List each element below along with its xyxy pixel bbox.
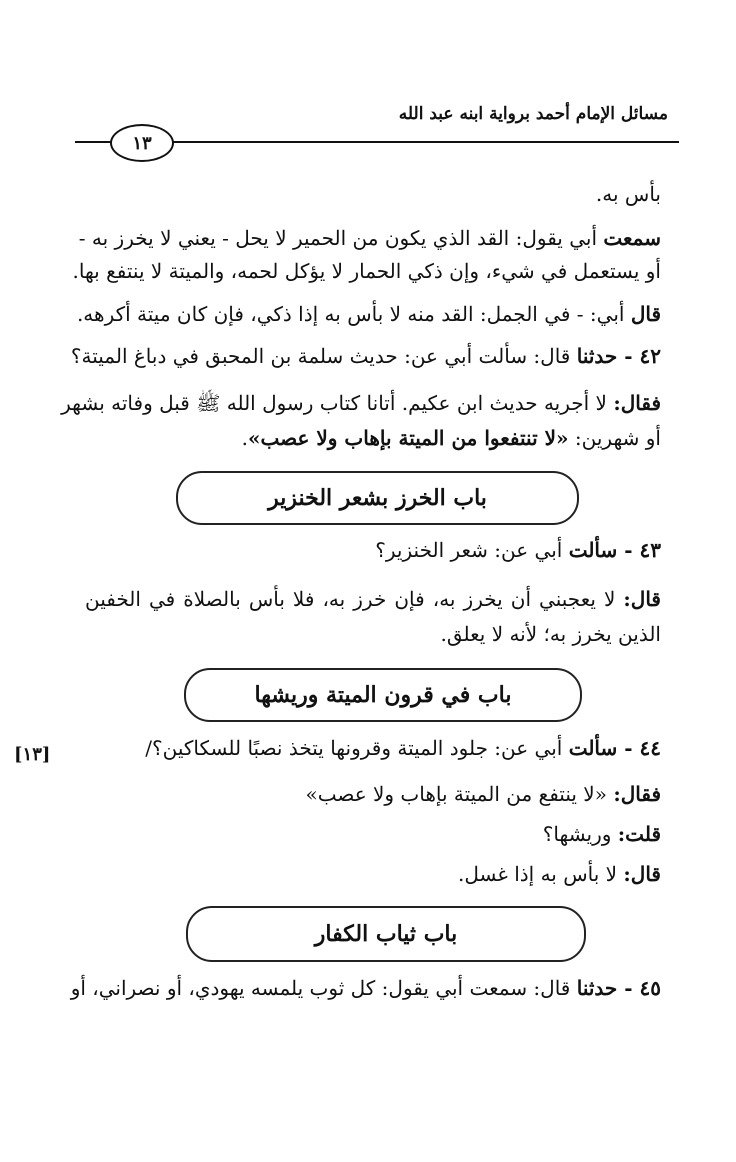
section-heading: باب في قرون الميتة وريشها	[184, 668, 582, 722]
text-line: فقال: «لا ينتفع من الميتة بإهاب ولا عصب»	[305, 782, 661, 806]
text-line: قال: لا بأس به إذا غسل.	[458, 862, 661, 886]
text-line: ٤٤ - سألت أبي عن: جلود الميتة وقرونها يتخذ نصبًا للسكاكين؟/	[145, 736, 661, 760]
text-line: قال: لا يعجبني أن يخرز به، فإن خرز به، فلا بأس بالصلاة في الخفين	[85, 587, 661, 611]
text-line: سمعت أبي يقول: القد الذي يكون من الحمير لا يحل - يعني لا يخرز به -	[78, 226, 661, 250]
text-line: ٤٢ - حدثنا قال: سألت أبي عن: حديث سلمة بن المحبق في دباغ الميتة؟	[70, 344, 661, 368]
running-header: مسائل الإمام أحمد برواية ابنه عبد الله	[398, 104, 668, 124]
text-line: أو يستعمل في شيء، وإن ذكي الحمار لا يؤكل لحمه، والميتة لا ينتفع بها.	[72, 259, 661, 283]
section-heading: باب الخرز بشعر الخنزير	[176, 471, 579, 525]
text-line: أو شهرين: «لا تنتفعوا من الميتة بإهاب ولا عصب».	[241, 426, 661, 450]
text-line: بأس به.	[595, 182, 661, 206]
text-line: قلت: وريشها؟	[542, 822, 661, 846]
section-heading: باب ثياب الكفار	[186, 906, 586, 962]
margin-reference: [١٣]	[14, 744, 51, 765]
page-number: ١٣	[110, 124, 174, 162]
text-line: ٤٣ - سألت أبي عن: شعر الخنزير؟	[375, 538, 661, 562]
text-line: ٤٥ - حدثنا قال: سمعت أبي يقول: كل ثوب يلمسه يهودي، أو نصراني، أو	[70, 976, 661, 1000]
text-line: الذين يخرز به؛ لأنه لا يعلق.	[440, 622, 661, 646]
text-line: فقال: لا أجريه حديث ابن عكيم. أتانا كتاب رسول الله ﷺ قبل وفاته بشهر	[61, 391, 661, 415]
text-line: قال أبي: - في الجمل: القد منه لا بأس به إذا ذكي، فإن كان ميتة أكرهه.	[76, 302, 661, 326]
